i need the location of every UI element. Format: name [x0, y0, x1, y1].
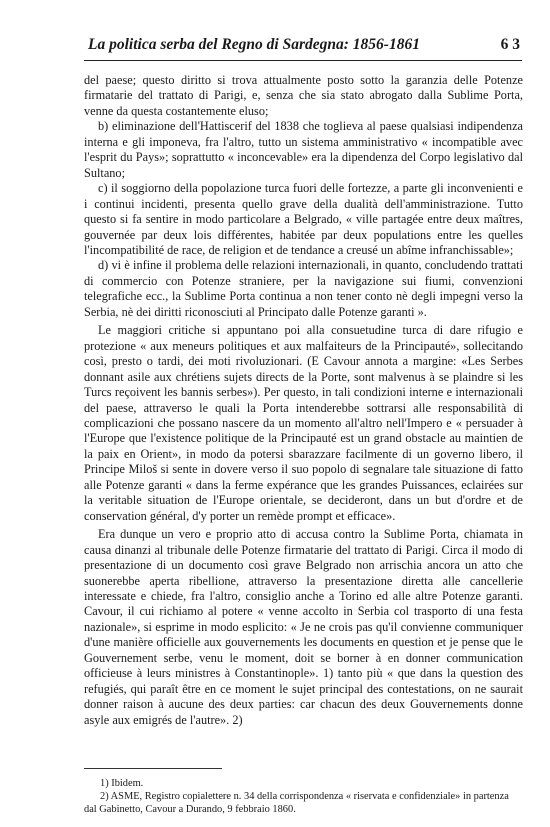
paragraph-critiche: Le maggiori critiche si appuntano poi alla consuetudine turca di dare rifugio e protezione « aux meneurs politiques et aux malfaiteurs de la Principauté», sollecitando così, presto o tardi, dei moti rivoluzionari. (E Cavour annota a margine: «Les Serbes donnant asile aux chrétiens sujets directs de la Porte, sont malvenus à se plaindre si les Turcs reçoivent les bannis serbes»). Per questo, in tali condizioni interne e internazionali del paese, attraverso le quali la Porta intenderebbe sottrarsi alle responsabilità di complicazioni che possano nascere da un momento all'altro nell'Impero e « persuader à l'Europe que l'existence politique de la Principauté est un grand obstacle au maintien de la paix en Orient», in modo da potersi sbarazzare facilmente di un governo libero, il Principe Miloš si sente in dovere verso il suo popolo di segnalare tale situazione di fatto alle Potenze garanti « dans la ferme expérance que les grandes Puissances, eclairées sur la veritable situation de l'Europe orientale, se decideront, dans un but d'ordre et de conservation général, d'y porter un remède prompt et efficace». [84, 323, 523, 523]
footnotes [84, 777, 523, 816]
paragraph-accusa: Era dunque un vero e proprio atto di accusa contro la Sublime Porta, chiamata in causa dinanzi al tribunale delle Potenze firmatarie del trattato di Parigi. Circa il modo di presentazione di un documento così grave Belgrado non arrischia ancora un atto che suonerebbe aperta ribellione, attraverso la presentazione diretta alle cancellerie interessate e chiede, fra l'altro, consiglio anche a Torino ed alle altre Potenze garanti. Cavour, il cui richiamo al potere « venne accolto in Serbia col trasporto di una festa nazionale», si esprime in modo esplicito: « Je ne crois pas qu'il convienne communiquer d'une manière officielle aux gouvernements les documents en question et je pense que le Gouvernement serbe, venu le moment, doit se borner à en donner communication officieuse à leurs ministres à Constantinople». 1) tanto più « que dans la question des refugiés, qui paraît être en ce moment le sujet principal des contestations, on ne saurait donner raison à aucune des deux parties: car chacun des deux Gouvernements donne asyle aux emigrés de l'autre». 2) [84, 527, 523, 727]
footnote-1: 1) Ibidem. [100, 778, 144, 789]
running-title: La politica serba del Regno di Sardegna: 1856-1861 [88, 36, 420, 53]
paragraph-continuation: del paese; questo diritto si trova attualmente posto sotto la garanzia delle Potenze firmatarie del trattato di Parigi, e, senza che sia stato abrogato dalla Sublime Porta, venne da questa costantemente eluso; [84, 73, 523, 118]
paragraph-point-c: c) il soggiorno della popolazione turca fuori delle fortezze, a parte gli inconvenienti e i continui incidenti, presenta quello grave della dualità dell'amministrazione. Tutto questo si fa sentire in modo particolare a Belgrado, « ville partagée entre deux maîtres, gouvernée par deux lois différentes, habitée par deux populations entre les quelles l'incompatibilité de race, de religion et de tendance a creusé un abîme infranchissable»; [84, 181, 523, 257]
running-header [84, 36, 520, 56]
header-rule [84, 60, 522, 61]
paragraph-point-d: d) vi è infine il problema delle relazioni internazionali, in quanto, concludendo trattati di commercio con Potenze straniere, per la navigazione sui fiumi, convenzioni telegrafiche ecc., la Sublime Porta continua a non tener conto nè degli impegni verso la Serbia, nè dei diritti riconosciuti al Principato dalle Potenze garanti ». [84, 258, 523, 319]
page-number: 6 3 [500, 36, 520, 53]
footnote-rule [84, 768, 222, 769]
footnote-2: 2) ASME, Registro copialettere n. 34 della corrispondenza « riservata e confidenziale» in partenza dal Gabinetto, Cavour a Durando, 9 febbraio 1860. [84, 791, 509, 815]
body-text [84, 73, 523, 728]
paragraph-point-b: b) eliminazione dell'Hattiscerif del 1838 che toglieva al paese qualsiasi indipendenza interna e gli imponeva, fra l'altro, tutto un sistema amministrativo « incompatible avec l'esprit du Pays»; soprattutto « inconcevable» era la dipendenza del Corpo legislativo dal Sultano; [84, 119, 523, 180]
